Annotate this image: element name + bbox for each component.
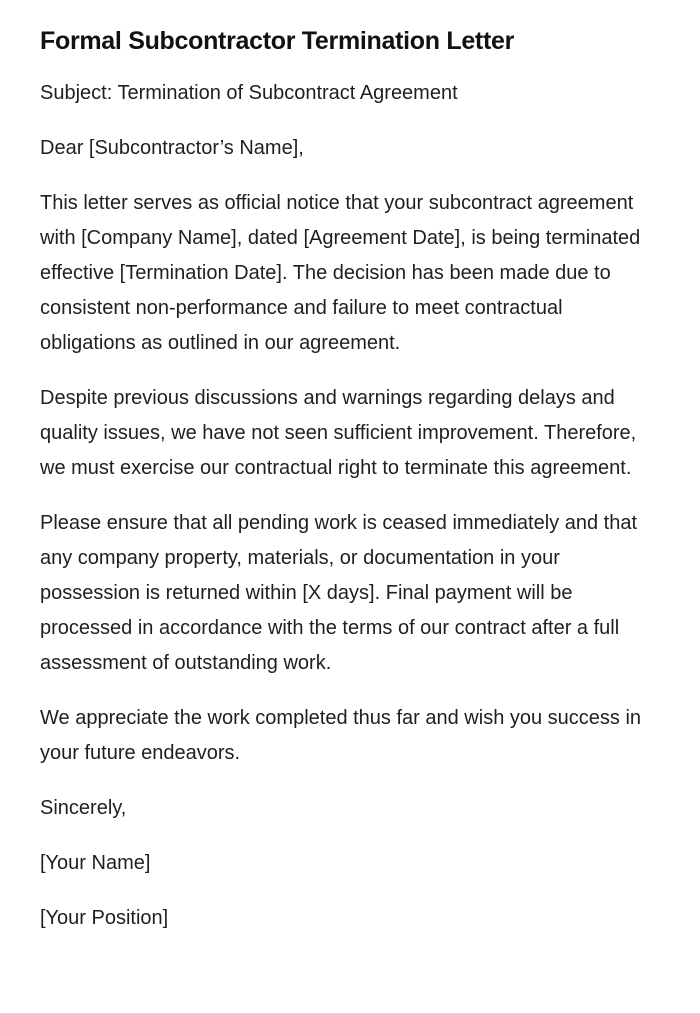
letter-paragraph-notice: This letter serves as official notice that your subcontract agreement with [Company Name], dated [Agreement Date], is being terminated effective [Termination Date]. The decision has been made due to consistent non-performance and failure to meet contractual obligations as outlined in our agreement. [40,192,641,354]
signature-position: [Your Position] [40,907,169,929]
letter-paragraph-appreciation: We appreciate the work completed thus far and wish you success in your future endeavors. [40,707,642,764]
letter-salutation: Dear [Subcontractor’s Name], [40,137,304,159]
signature-name: [Your Name] [40,852,151,874]
letter-document [40,22,650,956]
letter-closing: Sincerely, [40,797,127,819]
letter-paragraph-instructions: Please ensure that all pending work is ceased immediately and that any company property, materials, or documentation in your possession is returned within [X days]. Final payment will be processed in accordance with the terms of our contract after a full assessment of outstanding work. [40,512,638,674]
letter-paragraph-reason: Despite previous discussions and warnings regarding delays and quality issues, we have not seen sufficient improvement. Therefore, we must exercise our contractual right to terminate this agreement. [40,387,637,479]
letter-title: Formal Subcontractor Termination Letter [40,27,515,55]
letter-subject: Subject: Termination of Subcontract Agreement [40,82,458,104]
